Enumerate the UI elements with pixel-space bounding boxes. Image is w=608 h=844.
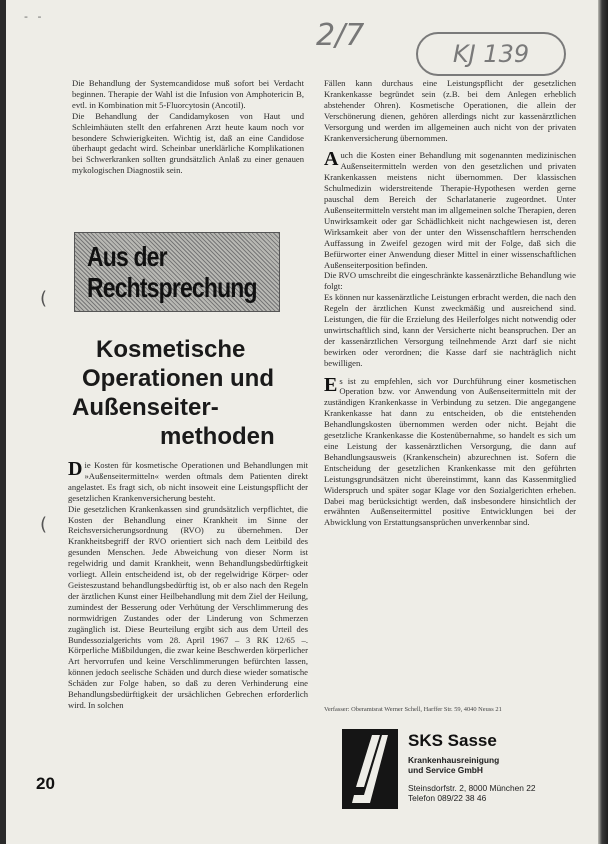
headline-line: Außenseiter- (72, 394, 219, 421)
archive-stamp: KJ 139 (416, 32, 566, 76)
company-tagline: und Service GmbH (408, 765, 483, 775)
company-address: Steinsdorfstr. 2, 8000 München 22 (408, 783, 536, 793)
banner-line: Rechtsprechung (87, 272, 257, 303)
drop-cap: D (68, 458, 83, 480)
paragraph: Die gesetzlichen Krankenkassen sind grundsätzlich verpflichtet, die Kosten der Behandlung einer Krankheit im Sinne der Reichsversicherungsordnung (RVO) zu übernehmen. Der Krankheitsbegriff der RVO orientiert sich nach dem Leitbild des gesunden Menschen. Jede Abweichung von dieser Norm ist regelwidrig und damit Krankheit, wenn Behandlungsbedürftigkeit vorliegt. Allein entscheidend ist, ob der regelwidrige Körper- oder Geisteszustand behandlungsbedürftig ist, ob er also nach den Regeln der ärztlichen Kunst einer Heilbehandlung mit dem Ziel der Heilung, zumindest der Besserung oder Verhütung der Verschlimmerung des normwidrigen Zustandes oder der Linderung von Schmerzen zugänglich ist. Diese Beurteilung ergibt sich aus dem Urteil des Bundessozialgerichts vom 28. April 1967 – 3 RK 12/65 –. Körperliche Mißbildungen, die zwar keine Beschwerden körperlicher Art hervorrufen und keine Verschlimmerungen befürchten lassen, können jedoch seelische Schäden und durch diese wieder somatische Schäden zur Folge haben, so daß zu deren Verhinderung eine Behandlungsbedürftigkeit der ursächlichen Gebrechen erforderlich wird. In solchen (68, 503, 308, 710)
scan-edge (598, 0, 608, 844)
handwritten-note: 2/7 (316, 18, 365, 53)
banner-line: Aus der (87, 241, 167, 272)
corner-marks: - - (24, 10, 45, 23)
drop-cap: E (324, 373, 338, 396)
article-headline (72, 335, 286, 451)
paragraph: Die Behandlung der Systemcandidose muß sofort bei Verdacht beginnen. Therapie der Wahl ist die Infusion von Amphotericin B, evtl. in Kombination mit 5-Fluorcytosin (Ancotil). (72, 78, 304, 110)
drop-cap: A (324, 148, 339, 171)
headline-line: Operationen und (82, 365, 274, 392)
magazine-page (6, 0, 598, 844)
section-banner (74, 232, 280, 312)
company-tagline: Krankenhausreinigung (408, 755, 500, 765)
punch-hole-mark: ( (40, 288, 48, 309)
headline-line: methoden (160, 423, 275, 450)
advertisement (342, 719, 562, 829)
paragraph: Es können nur kassenärztliche Leistungen erbracht werden, die nach den Regeln der ärztlichen Kunst zweckmäßig und ausreichend sind. Leistungen, die für die Erzielung des Heilerfolges nicht notwendig oder unwirtschaftlich sind, kann der Versicherte nicht beanspruchen. Der an der kassenärztlichen Versorgung teilnehmende Arzt darf sie nicht bewirken oder verordnen; die Kasse darf sie nachträglich nicht bewilligen. (324, 292, 576, 368)
author-credit: Verfasser: Oberamtsrat Werner Schell, Harffer Str. 59, 4040 Neuss 21 (324, 706, 502, 713)
paragraph: Die Behandlung der Candidamykosen von Haut und Schleimhäuten stellt den erfahrenen Arzt heute kaum noch vor besondere Schwierigkeiten. Wichtig ist, daß an eine Candidose überhaupt gedacht wird. Scheinbar unerklärliche Komplikationen bei Schwerkranken sollten grundsätzlich Anlaß zu einer genauen mykologischen Diagnostik sein. (72, 110, 304, 176)
paragraph: Die RVO umschreibt die eingeschränkte kassenärztliche Behandlung wie folgt: (324, 270, 576, 292)
intro-paragraph (68, 460, 308, 504)
column-top-left (72, 78, 304, 176)
page-number: 20 (36, 774, 55, 793)
article-column-right (324, 78, 576, 528)
punch-hole-mark: ( (40, 514, 48, 535)
paragraph: Auch die Kosten einer Behandlung mit sogenannten medizinischen Außenseitermitteln werden von den gesetzlichen und privaten Krankenkassen meistens nicht übernommen. Der klassischen Schulmedizin widerstreitende Therapie-Hypothesen werden gerne pauschal dem Bereich der Scharlatanerie zugeordnet. Unter Außenseitermitteln versteht man im allgemeinen solche Therapien, deren Unwirksamkeit oder gar Schädlichkeit nicht nachgewiesen ist, deren Wirksamkeit aber von der unter den Wissenschaftlern herrschenden Auffassung in Zweifel gezogen wird mit der Folge, daß sich die Befürworter einer Anwendung dieser Mittel in einer wissenschaftlichen Außenseiterposition befinden. (324, 148, 576, 270)
article-column-left (68, 460, 308, 711)
sks-logo-icon (342, 729, 398, 809)
paragraph: Fällen kann durchaus eine Leistungspflicht der gesetzlichen Krankenkasse begründet sein (z.B. bei dem Anlegen erheblich abstehender Ohren). Kosmetische Operationen, die allein der Verschönerung dienen, gehören allerdings nicht zur kassenärztlichen Versorgung und werden im allgemeinen auch nicht von der privaten Krankenversicherung übernommen. (324, 78, 576, 143)
banner-title (87, 241, 257, 303)
intro-text: ie Kosten für kosmetische Operationen und Behandlungen mit »Außenseitermitteln« werden oftmals dem Patienten direkt angelastet. Es fragt sich, ob nicht insoweit eine Leistungspflicht der gesetzlichen Krankenversicherung besteht. (68, 460, 308, 503)
paragraph: Es ist zu empfehlen, sich vor Durchführung einer kosmetischen Operation bzw. vor Anwendung von Außenseitermitteln mit der zuständigen Krankenkasse in Verbindung zu setzen. Die angegangene Krankenkasse hat dann zu entscheiden, ob die entstehenden Behandlungskosten übernommen werden oder nicht. Bejaht die gesetzliche Krankenkasse die Kostenübernahme, so handelt es sich um eine Leistung der kassenärztlichen Versorgung, die dann auf Behandlungsausweis (Krankenschein) abzurechnen ist. Sofern die Entscheidung der gesetzlichen Krankenkasse mit den geführten Leistungsgrundsätzen nicht übereinstimmt, kann das Kassenmitglied Widerspruch und später sogar Klage vor den Sozialgerichten erheben. Dabei mag berücksichtigt werden, daß insbesondere hinsichtlich der erwähnten Außenseitermittel positive Entwicklungen bei der Abwicklung von Erstattungsansprüchen unverkennbar sind. (324, 373, 576, 528)
company-name: SKS Sasse (408, 731, 497, 750)
company-phone: Telefon 089/22 38 46 (408, 793, 487, 803)
headline-line: Kosmetische (96, 336, 246, 363)
